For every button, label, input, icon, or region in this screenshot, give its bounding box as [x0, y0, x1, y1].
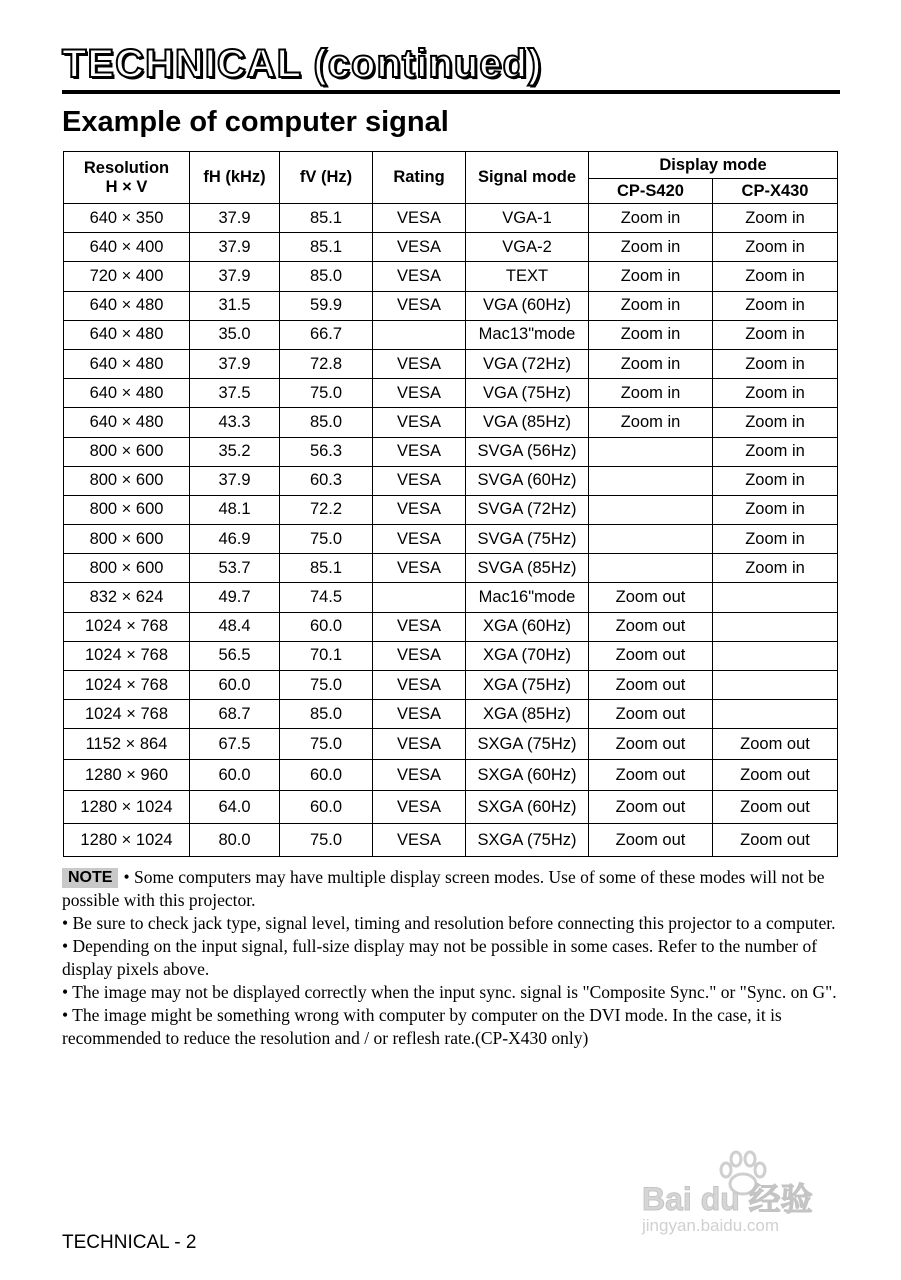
cell-cp-x430: [713, 700, 838, 729]
page-header-title: TECHNICAL (continued): [62, 42, 543, 86]
table-row: [64, 612, 838, 641]
cell-fh: 49.7: [190, 583, 280, 612]
cell-cp-x430: Zoom in: [713, 379, 838, 408]
cell-signal-mode: SVGA (75Hz): [466, 525, 589, 554]
cell-cp-s420: Zoom in: [589, 204, 713, 233]
table-row: [64, 408, 838, 437]
cell-resolution: 1024 × 768: [64, 641, 190, 670]
section-title: Example of computer signal: [62, 106, 449, 138]
cell-resolution: 800 × 600: [64, 554, 190, 583]
cell-cp-x430: Zoom in: [713, 495, 838, 524]
cell-signal-mode: XGA (85Hz): [466, 700, 589, 729]
cell-cp-x430: Zoom in: [713, 408, 838, 437]
cell-fh: 64.0: [190, 791, 280, 824]
baidu-watermark: [642, 1150, 852, 1250]
cell-signal-mode: VGA-2: [466, 233, 589, 262]
table-row: [64, 379, 838, 408]
cell-fh: 37.5: [190, 379, 280, 408]
cell-cp-s420: [589, 466, 713, 495]
cell-cp-x430: Zoom out: [713, 729, 838, 760]
signal-table: [63, 151, 838, 857]
table-row: [64, 583, 838, 612]
cell-rating: VESA: [373, 641, 466, 670]
cell-fh: 53.7: [190, 554, 280, 583]
cell-fv: 85.0: [280, 262, 373, 291]
cell-rating: VESA: [373, 379, 466, 408]
cell-cp-x430: [713, 612, 838, 641]
cell-signal-mode: VGA (60Hz): [466, 291, 589, 320]
note-text: • Some computers may have multiple display screen modes. Use of some of these modes will not be possible with this projector.: [62, 867, 825, 910]
cell-cp-x430: Zoom in: [713, 437, 838, 466]
cell-fv: 60.0: [280, 612, 373, 641]
cell-fv: 85.1: [280, 233, 373, 262]
cell-cp-s420: Zoom out: [589, 729, 713, 760]
cell-cp-s420: Zoom out: [589, 612, 713, 641]
cell-cp-s420: Zoom in: [589, 291, 713, 320]
cell-fh: 48.1: [190, 495, 280, 524]
table-row: [64, 349, 838, 378]
cell-fv: 75.0: [280, 824, 373, 857]
cell-fv: 75.0: [280, 379, 373, 408]
cell-resolution: 1152 × 864: [64, 729, 190, 760]
cell-cp-s420: Zoom out: [589, 760, 713, 791]
header-signal-mode: Signal mode: [466, 152, 589, 204]
cell-resolution: 832 × 624: [64, 583, 190, 612]
cell-cp-s420: Zoom in: [589, 233, 713, 262]
note-badge: NOTE: [62, 868, 118, 888]
cell-resolution: 1024 × 768: [64, 700, 190, 729]
cell-fv: 74.5: [280, 583, 373, 612]
cell-fv: 56.3: [280, 437, 373, 466]
cell-rating: VESA: [373, 291, 466, 320]
cell-cp-s420: [589, 525, 713, 554]
cell-resolution: 640 × 350: [64, 204, 190, 233]
cell-rating: VESA: [373, 554, 466, 583]
cell-fh: 37.9: [190, 204, 280, 233]
table-row: [64, 291, 838, 320]
cell-fv: 59.9: [280, 291, 373, 320]
table-row: [64, 466, 838, 495]
cell-cp-x430: Zoom in: [713, 262, 838, 291]
cell-fh: 37.9: [190, 349, 280, 378]
cell-cp-x430: Zoom in: [713, 554, 838, 583]
cell-resolution: 1024 × 768: [64, 612, 190, 641]
cell-signal-mode: SVGA (72Hz): [466, 495, 589, 524]
cell-fv: 72.2: [280, 495, 373, 524]
cell-signal-mode: SVGA (85Hz): [466, 554, 589, 583]
cell-signal-mode: VGA (72Hz): [466, 349, 589, 378]
cell-signal-mode: XGA (75Hz): [466, 671, 589, 700]
cell-resolution: 640 × 480: [64, 320, 190, 349]
notes-section: [62, 866, 842, 1050]
cell-rating: VESA: [373, 700, 466, 729]
table-row: [64, 204, 838, 233]
table-row: [64, 671, 838, 700]
header-fh: fH (kHz): [190, 152, 280, 204]
cell-cp-x430: Zoom out: [713, 791, 838, 824]
cell-cp-s420: Zoom out: [589, 700, 713, 729]
cell-rating: VESA: [373, 525, 466, 554]
cell-rating: VESA: [373, 612, 466, 641]
cell-resolution: 640 × 480: [64, 379, 190, 408]
cell-resolution: 640 × 400: [64, 233, 190, 262]
table-row: [64, 525, 838, 554]
watermark-logo-text: Bai du 经验: [642, 1181, 813, 1217]
table-row: [64, 760, 838, 791]
cell-resolution: 1024 × 768: [64, 671, 190, 700]
cell-signal-mode: TEXT: [466, 262, 589, 291]
cell-fv: 60.0: [280, 791, 373, 824]
cell-signal-mode: SXGA (60Hz): [466, 791, 589, 824]
cell-resolution: 800 × 600: [64, 525, 190, 554]
cell-resolution: 800 × 600: [64, 437, 190, 466]
header-resolution-line1: Resolution: [83, 158, 170, 177]
cell-fh: 35.2: [190, 437, 280, 466]
cell-cp-s420: Zoom in: [589, 379, 713, 408]
cell-rating: [373, 583, 466, 612]
cell-fh: 35.0: [190, 320, 280, 349]
table-row: [64, 554, 838, 583]
cell-signal-mode: SVGA (60Hz): [466, 466, 589, 495]
cell-cp-x430: Zoom out: [713, 760, 838, 791]
cell-fv: 72.8: [280, 349, 373, 378]
cell-fv: 75.0: [280, 729, 373, 760]
cell-fh: 80.0: [190, 824, 280, 857]
note-item: • Depending on the input signal, full-size display may not be possible in some cases. Refer to the number of display pixels above.: [62, 936, 818, 979]
table-row: [64, 320, 838, 349]
cell-rating: VESA: [373, 495, 466, 524]
cell-rating: VESA: [373, 729, 466, 760]
cell-signal-mode: VGA-1: [466, 204, 589, 233]
note-item: • Be sure to check jack type, signal level, timing and resolution before connecting this projector to a computer.: [62, 913, 836, 933]
cell-rating: VESA: [373, 437, 466, 466]
watermark-url: jingyan.baidu.com: [642, 1216, 780, 1235]
page-header: [62, 38, 840, 94]
cell-resolution: 1280 × 1024: [64, 824, 190, 857]
note-item: • The image might be something wrong with computer by computer on the DVI mode. In the case, it is recommended to reduce the resolution and / or reflesh rate.(CP-X430 only): [62, 1005, 782, 1048]
cell-resolution: 1280 × 960: [64, 760, 190, 791]
table-row: [64, 495, 838, 524]
note-item: • The image may not be displayed correctly when the input sync. signal is "Composite Sync." or "Sync. on G".: [62, 982, 837, 1002]
cell-resolution: 640 × 480: [64, 349, 190, 378]
header-resolution: [64, 152, 190, 204]
cell-fv: 75.0: [280, 671, 373, 700]
cell-fv: 85.0: [280, 700, 373, 729]
cell-fh: 46.9: [190, 525, 280, 554]
cell-cp-x430: Zoom in: [713, 466, 838, 495]
cell-fv: 85.1: [280, 204, 373, 233]
header-fv: fV (Hz): [280, 152, 373, 204]
cell-resolution: 1280 × 1024: [64, 791, 190, 824]
header-cp-s420: CP-S420: [589, 179, 713, 204]
cell-fh: 37.9: [190, 466, 280, 495]
cell-fv: 60.3: [280, 466, 373, 495]
table-row: [64, 824, 838, 857]
cell-cp-s420: Zoom out: [589, 641, 713, 670]
cell-rating: VESA: [373, 791, 466, 824]
cell-signal-mode: SXGA (60Hz): [466, 760, 589, 791]
cell-signal-mode: SVGA (56Hz): [466, 437, 589, 466]
cell-resolution: 800 × 600: [64, 495, 190, 524]
cell-cp-s420: Zoom in: [589, 262, 713, 291]
cell-rating: VESA: [373, 262, 466, 291]
cell-rating: [373, 320, 466, 349]
cell-cp-x430: Zoom in: [713, 204, 838, 233]
note-item: [62, 866, 842, 912]
cell-fv: 75.0: [280, 525, 373, 554]
cell-cp-s420: Zoom out: [589, 824, 713, 857]
cell-fh: 67.5: [190, 729, 280, 760]
cell-cp-s420: [589, 495, 713, 524]
cell-cp-x430: Zoom in: [713, 233, 838, 262]
cell-fv: 85.0: [280, 408, 373, 437]
header-cp-x430: CP-X430: [713, 179, 838, 204]
cell-resolution: 640 × 480: [64, 408, 190, 437]
cell-cp-x430: [713, 671, 838, 700]
cell-signal-mode: XGA (70Hz): [466, 641, 589, 670]
cell-cp-x430: Zoom in: [713, 320, 838, 349]
cell-signal-mode: Mac16"mode: [466, 583, 589, 612]
cell-cp-s420: Zoom out: [589, 583, 713, 612]
cell-rating: VESA: [373, 233, 466, 262]
cell-fh: 68.7: [190, 700, 280, 729]
cell-fv: 60.0: [280, 760, 373, 791]
header-resolution-line2: H × V: [105, 177, 148, 196]
table-row: [64, 262, 838, 291]
cell-rating: VESA: [373, 760, 466, 791]
cell-fv: 70.1: [280, 641, 373, 670]
cell-rating: VESA: [373, 349, 466, 378]
cell-cp-x430: Zoom in: [713, 291, 838, 320]
cell-rating: VESA: [373, 824, 466, 857]
cell-cp-x430: Zoom in: [713, 525, 838, 554]
cell-cp-x430: [713, 641, 838, 670]
cell-cp-s420: Zoom out: [589, 671, 713, 700]
cell-cp-s420: Zoom out: [589, 791, 713, 824]
header-rating: Rating: [373, 152, 466, 204]
cell-signal-mode: VGA (75Hz): [466, 379, 589, 408]
table-row: [64, 729, 838, 760]
cell-fh: 37.9: [190, 262, 280, 291]
cell-rating: VESA: [373, 408, 466, 437]
cell-cp-s420: Zoom in: [589, 349, 713, 378]
cell-resolution: 800 × 600: [64, 466, 190, 495]
cell-signal-mode: VGA (85Hz): [466, 408, 589, 437]
header-display-mode: Display mode: [589, 152, 838, 179]
cell-fh: 48.4: [190, 612, 280, 641]
cell-fv: 85.1: [280, 554, 373, 583]
cell-cp-x430: Zoom in: [713, 349, 838, 378]
cell-rating: VESA: [373, 671, 466, 700]
cell-resolution: 720 × 400: [64, 262, 190, 291]
cell-signal-mode: SXGA (75Hz): [466, 824, 589, 857]
cell-fv: 66.7: [280, 320, 373, 349]
cell-fh: 43.3: [190, 408, 280, 437]
cell-signal-mode: Mac13"mode: [466, 320, 589, 349]
table-body: [64, 204, 838, 857]
table-row: [64, 233, 838, 262]
cell-cp-x430: [713, 583, 838, 612]
cell-cp-x430: Zoom out: [713, 824, 838, 857]
cell-fh: 60.0: [190, 760, 280, 791]
cell-resolution: 640 × 480: [64, 291, 190, 320]
cell-cp-s420: [589, 437, 713, 466]
table-row: [64, 437, 838, 466]
cell-cp-s420: [589, 554, 713, 583]
cell-fh: 60.0: [190, 671, 280, 700]
cell-fh: 37.9: [190, 233, 280, 262]
cell-signal-mode: XGA (60Hz): [466, 612, 589, 641]
cell-rating: VESA: [373, 466, 466, 495]
table-row: [64, 641, 838, 670]
cell-rating: VESA: [373, 204, 466, 233]
page-footer: TECHNICAL - 2: [62, 1232, 197, 1253]
cell-signal-mode: SXGA (75Hz): [466, 729, 589, 760]
cell-fh: 31.5: [190, 291, 280, 320]
table-row: [64, 700, 838, 729]
table-row: [64, 791, 838, 824]
cell-cp-s420: Zoom in: [589, 320, 713, 349]
cell-cp-s420: Zoom in: [589, 408, 713, 437]
cell-fh: 56.5: [190, 641, 280, 670]
